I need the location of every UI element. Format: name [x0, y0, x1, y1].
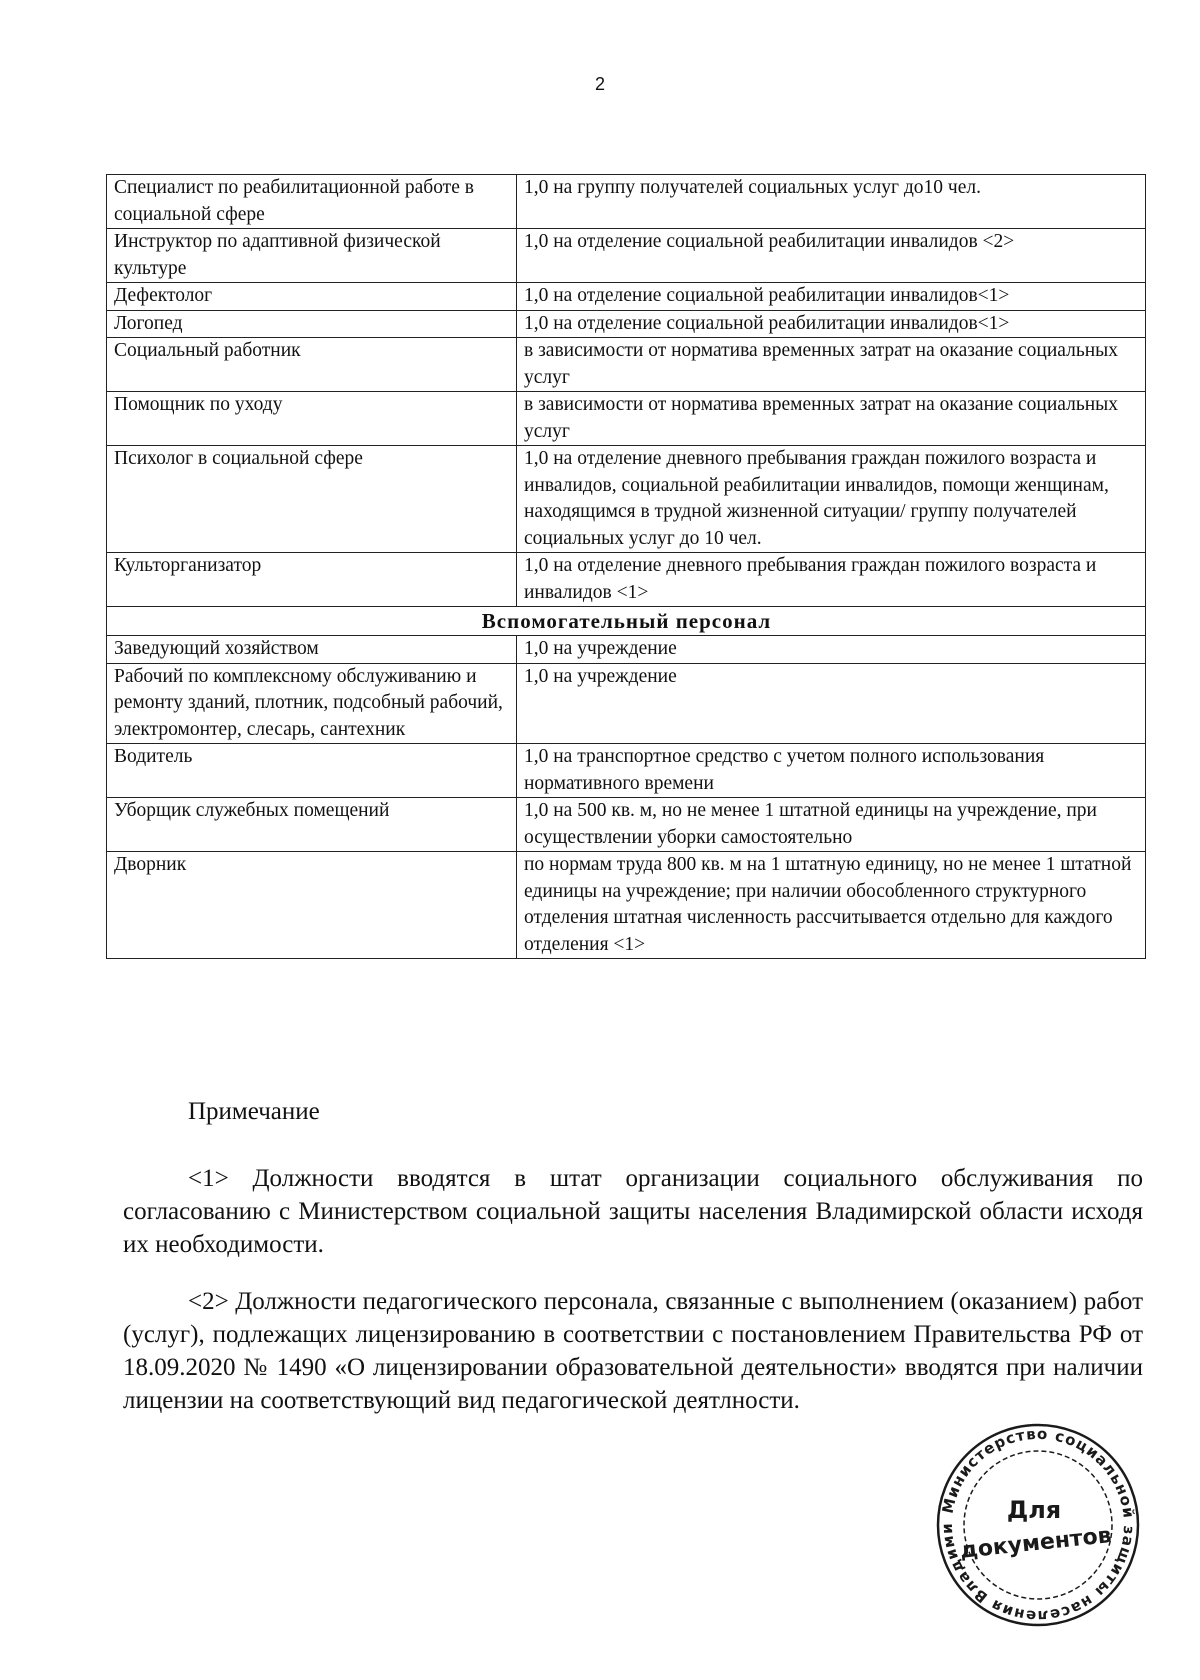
stamp-ring-text: Министерство социальной защиты населения Владими — [937, 1424, 1139, 1626]
table-row — [107, 744, 1146, 798]
table-row — [107, 446, 1146, 553]
norm-cell: в зависимости от норматива временных затрат на оказание социальных услуг — [517, 338, 1146, 392]
norm-cell: 1,0 на отделение социальной реабилитации инвалидов<1> — [517, 283, 1146, 311]
table-row — [107, 852, 1146, 959]
table-row — [107, 798, 1146, 852]
stamp-center-line1: Для — [1006, 1496, 1062, 1524]
norm-cell: 1,0 на 500 кв. м, но не менее 1 штатной единицы на учреждение, при осуществлении уборки самостоятельно — [517, 798, 1146, 852]
note-1-paragraph: <1> Должности вводятся в штат организации социального обслуживания по согласованию с Министерством социальной защиты населения Владимирской области исходя их необходимости. — [123, 1165, 1143, 1258]
notes-title: Примечание — [188, 1098, 320, 1125]
norm-cell: 1,0 на транспортное средство с учетом полного использования нормативного времени — [517, 744, 1146, 798]
norm-cell: 1,0 на учреждение — [517, 636, 1146, 664]
position-cell: Уборщик служебных помещений — [107, 798, 517, 852]
norm-cell: 1,0 на отделение дневного пребывания граждан пожилого возраста и инвалидов, социальной реабилитации инвалидов, помощи женщинам, находящимся в трудной жизненной ситуации/ группу получателей социальных услуг до 10 чел. — [517, 446, 1146, 553]
position-cell: Специалист по реабилитационной работе в социальной сфере — [107, 175, 517, 229]
table-row — [107, 392, 1146, 446]
position-cell: Дворник — [107, 852, 517, 959]
table-row — [107, 283, 1146, 311]
position-cell: Логопед — [107, 310, 517, 338]
position-cell: Рабочий по комплексному обслуживанию и ремонту зданий, плотник, подсобный рабочий, электромонтер, слесарь, сантехник — [107, 663, 517, 744]
staff-norms-table — [106, 174, 1146, 959]
norm-cell: 1,0 на отделение дневного пребывания граждан пожилого возраста и инвалидов <1> — [517, 553, 1146, 607]
position-cell: Водитель — [107, 744, 517, 798]
norm-cell: 1,0 на отделение социальной реабилитации инвалидов<1> — [517, 310, 1146, 338]
position-cell: Социальный работник — [107, 338, 517, 392]
note-2-paragraph: <2> Должности педагогического персонала, связанные с выполнением (оказанием) работ (услуг), подлежащих лицензированию в соответствии с постановлением Правительства РФ от 18.09.2020 № 1490 «О лицензировании образовательной деятельности» вводятся при наличии лицензии на соответствующий вид педагогической деятлности. — [123, 1288, 1143, 1414]
table-row — [107, 553, 1146, 607]
position-cell: Помощник по уходу — [107, 392, 517, 446]
norm-cell: 1,0 на отделение социальной реабилитации инвалидов <2> — [517, 229, 1146, 283]
table-row — [107, 229, 1146, 283]
table-row — [107, 338, 1146, 392]
table-row — [107, 663, 1146, 744]
position-cell: Дефектолог — [107, 283, 517, 311]
position-cell: Культорганизатор — [107, 553, 517, 607]
position-cell: Заведующий хозяйством — [107, 636, 517, 664]
position-cell: Инструктор по адаптивной физической культуре — [107, 229, 517, 283]
table-row — [107, 175, 1146, 229]
page-number: 2 — [594, 74, 605, 94]
stamp-seal-icon — [928, 1420, 1148, 1630]
section-header: Вспомогательный персонал — [107, 607, 1146, 636]
stamp-center-line2: документов — [958, 1523, 1113, 1564]
norm-cell: 1,0 на группу получателей социальных услуг до10 чел. — [517, 175, 1146, 229]
table-row — [107, 636, 1146, 664]
position-cell: Психолог в социальной сфере — [107, 446, 517, 553]
table-row — [107, 310, 1146, 338]
norm-cell: 1,0 на учреждение — [517, 663, 1146, 744]
norm-cell: в зависимости от норматива временных затрат на оказание социальных услуг — [517, 392, 1146, 446]
section-header-row — [107, 607, 1146, 636]
official-stamp — [928, 1420, 1148, 1630]
norm-cell: по нормам труда 800 кв. м на 1 штатную единицу, но не менее 1 штатной единицы на учреждение; при наличии обособленного структурного отделения штатная численность рассчитывается отдельно для каждого отделения <1> — [517, 852, 1146, 959]
